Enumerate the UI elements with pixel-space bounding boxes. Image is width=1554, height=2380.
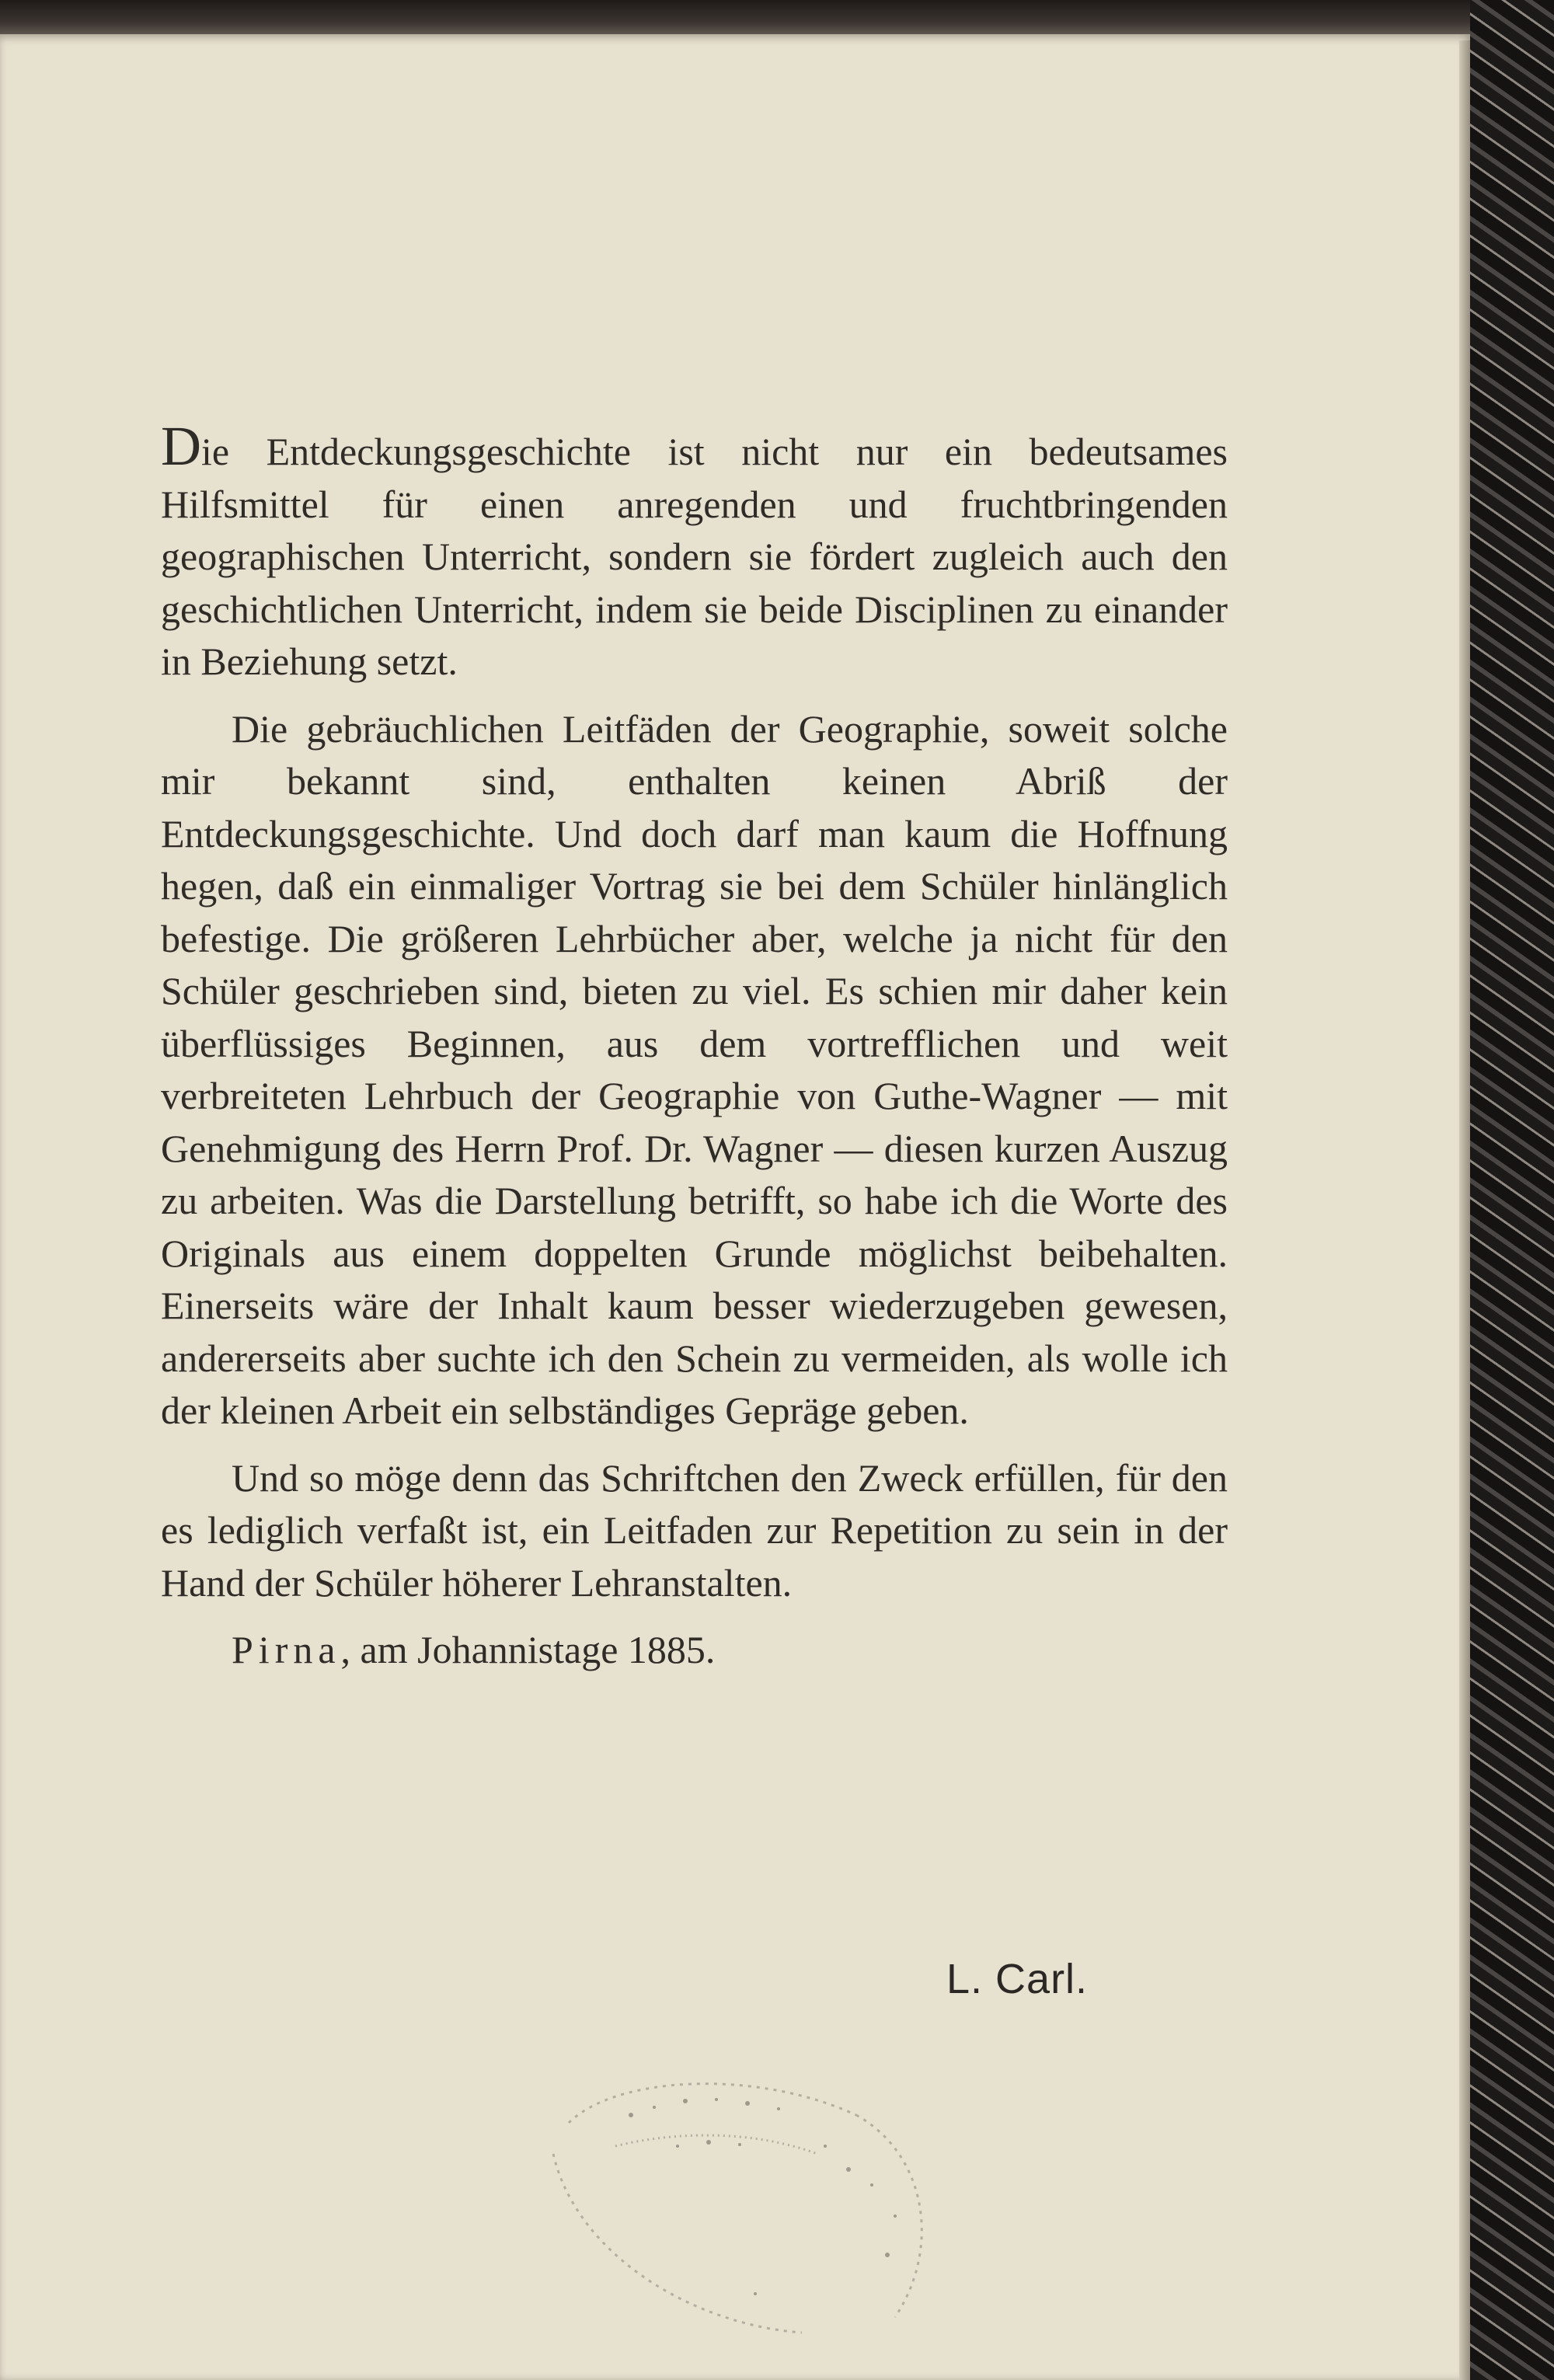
paragraph-1 [161,415,1228,688]
initial-letter: D [161,415,201,477]
dateline-place: Pirna [232,1628,341,1671]
marbled-cover-board [1470,0,1554,2380]
paragraph-2: Die gebräuchlichen Leitfäden der Geographie, soweit solche mir bekannt sind, enthalten keinen Abriß der Entdeckungsgeschichte. Und doch darf man kaum die Hoffnung hegen, daß ein einmaliger Vortrag sie bei dem Schüler hinlänglich befestige. Die größeren Lehrbücher aber, welche ja nicht für den Schüler geschrieben sind, bieten zu viel. Es schien mir daher kein überflüssiges Beginnen, aus dem vortrefflichen und weit verbreiteten Lehrbuch der Geographie von Guthe-Wagner — mit Genehmigung des Herrn Prof. Dr. Wagner — diesen kurzen Auszug zu arbeiten. Was die Darstellung betrifft, so habe ich die Worte des Originals aus einem doppelten Grunde möglichst beibehalten. Einerseits wäre der Inhalt kaum besser wiederzugeben gewesen, andererseits aber suchte ich den Schein zu vermeiden, als wolle ich der kleinen Arbeit ein selbständiges Gepräge geben. [161,706,1228,1432]
preface-text [161,415,1228,1677]
signature: L. Carl. [946,1956,1089,2002]
paragraph-1-text: ie Entdeckungsgeschichte ist nicht nur ein bedeutsames Hilfsmittel für einen anregenden und fruchtbringenden geographischen Unterricht, sondern sie fördert zugleich auch den geschichtlichen Unterricht, indem sie beide Disciplinen zu einander in Beziehung setzt. [161,430,1228,683]
paragraph-3: Und so möge denn das Schriftchen den Zweck erfüllen, für den es lediglich verfaßt ist, ein Leitfaden zur Repetition zu sein in der Hand der Schüler höherer Lehranstalten. [161,1455,1228,1605]
dateline [161,1624,1228,1677]
dateline-date: , am Johannistage 1885. [340,1628,716,1671]
library-stamp-icon [522,2061,957,2348]
